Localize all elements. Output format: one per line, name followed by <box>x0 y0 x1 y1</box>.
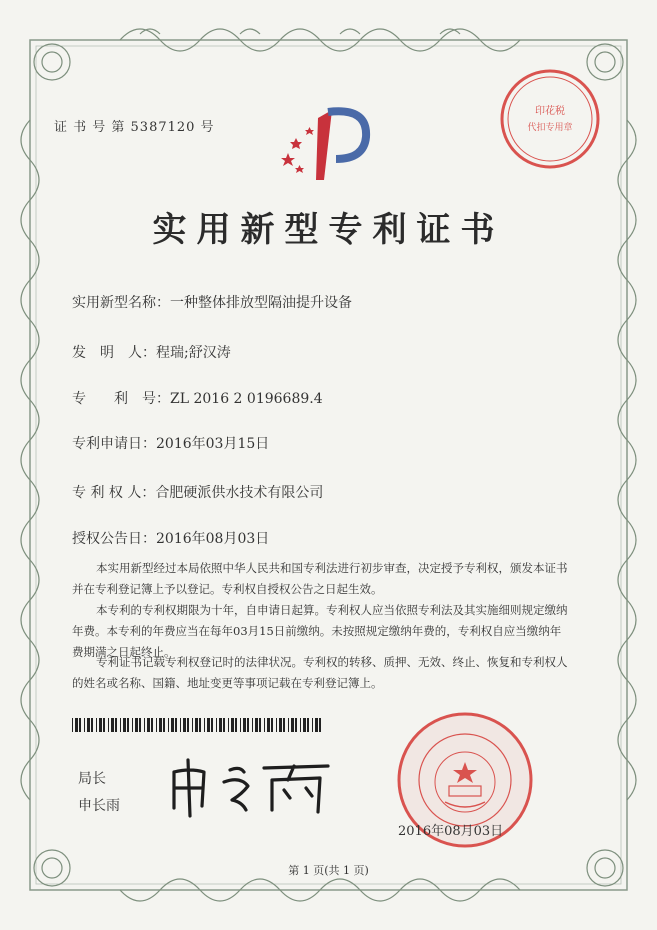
barcode-bar <box>123 718 126 732</box>
field-label: 专 利 号： <box>72 391 170 407</box>
barcode-bar <box>271 718 273 732</box>
barcode-bar <box>120 718 121 732</box>
director-name: 申长雨 <box>78 798 120 814</box>
filing-date-field <box>72 433 269 453</box>
barcode-bar <box>283 718 285 732</box>
body-paragraph-3: 专利证书记载专利权登记时的法律状况。专利权的转移、质押、无效、终止、恢复和专利权人的姓名或名称、国籍、地址变更等事项记载在专利登记簿上。 <box>72 655 568 690</box>
field-value: ZL 2016 2 0196689.4 <box>170 391 323 407</box>
barcode-bar <box>108 718 109 732</box>
barcode-bar <box>91 718 93 732</box>
barcode-bar <box>168 718 169 732</box>
barcode-bar <box>235 718 237 732</box>
barcode-bar <box>195 718 198 732</box>
field-label: 发 明 人： <box>72 345 156 361</box>
barcode-bar <box>319 718 321 732</box>
barcode-bar <box>267 718 270 732</box>
barcode-bar <box>183 718 186 732</box>
barcode-bar <box>255 718 258 732</box>
barcode-bar <box>99 718 102 732</box>
barcode-bar <box>111 718 114 732</box>
barcode-bar <box>216 718 217 732</box>
barcode-bar <box>211 718 213 732</box>
barcode-bar <box>115 718 117 732</box>
field-value: 2016年08月03日 <box>156 531 270 547</box>
barcode-bar <box>291 718 294 732</box>
svg-text:代扣专用章: 代扣专用章 <box>527 123 573 133</box>
barcode-bar <box>132 718 133 732</box>
page-title: 实用新型专利证书 <box>152 210 505 250</box>
barcode-bar <box>180 718 181 732</box>
barcode-bar <box>84 718 85 732</box>
barcode-bar <box>247 718 249 732</box>
barcode-bar <box>231 718 234 732</box>
utility-model-name-field <box>72 292 352 312</box>
barcode <box>72 718 322 732</box>
barcode-bar <box>151 718 153 732</box>
barcode-bar <box>204 718 205 732</box>
barcode-bar <box>219 718 222 732</box>
barcode-bar <box>127 718 129 732</box>
svg-text:印花税: 印花税 <box>535 106 565 117</box>
patent-number-field <box>72 388 323 408</box>
barcode-bar <box>264 718 265 732</box>
barcode-bar <box>300 718 301 732</box>
inventor-field <box>72 342 231 362</box>
field-label: 专 利 权 人： <box>72 485 156 501</box>
barcode-bar <box>223 718 225 732</box>
field-label: 专利申请日： <box>72 436 156 452</box>
barcode-bar <box>207 718 210 732</box>
barcode-bar <box>303 718 306 732</box>
barcode-bar <box>279 718 282 732</box>
barcode-bar <box>79 718 81 732</box>
field-value: 合肥硬派供水技术有限公司 <box>155 485 324 501</box>
barcode-bar <box>171 718 174 732</box>
certificate-number: 证 书 号 第 5387120 号 <box>54 120 215 135</box>
barcode-bar <box>276 718 277 732</box>
field-label: 实用新型名称： <box>72 295 170 311</box>
barcode-bar <box>192 718 193 732</box>
barcode-bar <box>228 718 229 732</box>
body-paragraph-2: 本专利的专利权期限为十年，自申请日起算。专利权人应当依照专利法及其实施细则规定缴纳年费。本专利的年费应当在每年03月15日前缴纳。未按照规定缴纳年费的，专利权自应当缴纳年费期满之日起终止。 <box>72 603 568 659</box>
barcode-bar <box>96 718 97 732</box>
barcode-bar <box>159 718 162 732</box>
barcode-bar <box>147 718 150 732</box>
barcode-bar <box>243 718 246 732</box>
barcode-bar <box>139 718 141 732</box>
field-value: 2016年03月15日 <box>156 436 270 452</box>
barcode-bar <box>144 718 145 732</box>
field-value: 一种整体排放型隔油提升设备 <box>170 295 352 311</box>
director-title: 局长 <box>78 771 106 787</box>
page-number: 第 1 页(共 1 页) <box>288 864 369 877</box>
barcode-bar <box>315 718 318 732</box>
field-value: 程瑞;舒汉涛 <box>156 345 231 361</box>
barcode-bar <box>72 718 73 732</box>
barcode-bar <box>240 718 241 732</box>
patent-office-logo-icon <box>272 100 382 190</box>
barcode-bar <box>175 718 177 732</box>
barcode-bar <box>87 718 90 732</box>
barcode-bar <box>135 718 138 732</box>
barcode-bar <box>259 718 261 732</box>
patentee-field <box>72 482 323 502</box>
body-paragraph-1: 本实用新型经过本局依照中华人民共和国专利法进行初步审查，决定授予专利权，颁发本证书并在专利登记簿上予以登记。专利权自授权公告之日起生效。 <box>72 561 568 596</box>
barcode-bar <box>295 718 297 732</box>
barcode-bar <box>288 718 289 732</box>
field-label: 授权公告日： <box>72 531 156 547</box>
tax-stamp-seal <box>495 64 605 174</box>
barcode-bar <box>252 718 253 732</box>
barcode-bar <box>75 718 78 732</box>
director-signature <box>160 750 340 820</box>
grant-date-field <box>72 528 269 548</box>
barcode-bar <box>103 718 105 732</box>
barcode-bar <box>187 718 189 732</box>
barcode-bar <box>312 718 313 732</box>
barcode-bar <box>199 718 201 732</box>
issue-date: 2016年08月03日 <box>398 824 504 839</box>
barcode-bar <box>307 718 309 732</box>
barcode-bar <box>156 718 157 732</box>
barcode-bar <box>163 718 165 732</box>
